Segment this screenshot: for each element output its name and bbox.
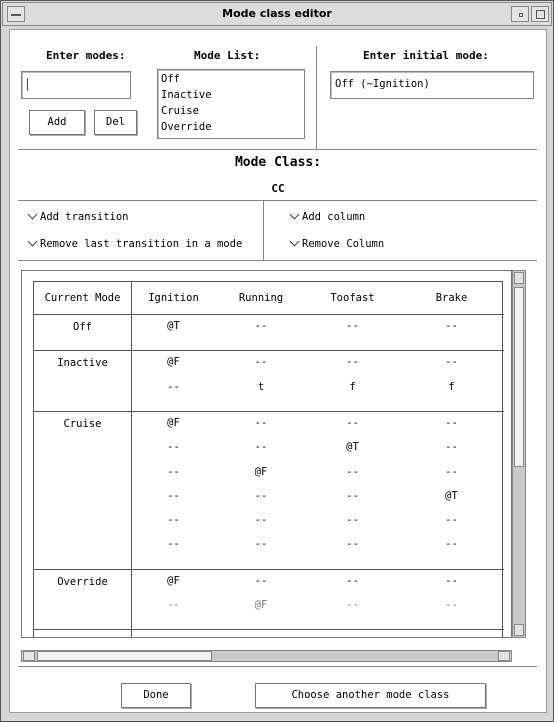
enter-modes-label: Enter modes: <box>46 49 126 62</box>
transition-cell[interactable]: f <box>349 380 356 393</box>
transition-cell[interactable]: -- <box>254 514 268 527</box>
transition-table-viewport <box>21 270 512 638</box>
diamond-icon <box>290 237 300 247</box>
add-column-label: Add column <box>302 211 366 223</box>
transition-cell[interactable]: f <box>448 380 455 393</box>
table-header: Brake <box>435 292 468 304</box>
vertical-scrollbar[interactable] <box>512 270 526 638</box>
editor-panel <box>9 29 547 713</box>
scroll-right-icon[interactable] <box>498 651 510 661</box>
initial-mode-input[interactable] <box>330 71 534 99</box>
done-button[interactable]: Done <box>121 683 191 708</box>
transition-cell[interactable]: -- <box>254 574 268 587</box>
transition-cell[interactable]: -- <box>167 489 180 502</box>
transition-cell[interactable]: @F <box>167 356 180 369</box>
divider <box>18 149 537 150</box>
transition-cell[interactable]: @F <box>254 599 268 611</box>
horizontal-scrollbar[interactable] <box>21 650 512 662</box>
scroll-left-icon[interactable] <box>23 651 35 661</box>
mode-list-item[interactable]: Override <box>161 121 212 133</box>
transition-cell[interactable]: @T <box>445 489 458 502</box>
transition-cell[interactable]: -- <box>167 380 180 393</box>
choose-another-mode-class-button[interactable]: Choose another mode class <box>255 683 486 708</box>
divider <box>18 260 537 261</box>
transition-cell[interactable]: -- <box>254 416 268 429</box>
remove-last-transition-label: Remove last transition in a mode <box>40 238 243 250</box>
divider <box>316 46 317 149</box>
diamond-icon <box>28 210 38 220</box>
scroll-down-icon[interactable] <box>514 624 524 636</box>
table-row-divider <box>34 411 504 412</box>
diamond-icon <box>290 210 300 220</box>
transition-cell[interactable]: @F <box>167 416 180 429</box>
del-button[interactable]: Del <box>94 110 137 135</box>
add-button[interactable]: Add <box>29 110 85 135</box>
transition-cell[interactable]: t <box>257 380 265 393</box>
mode-cell: Off <box>73 321 92 333</box>
transition-cell[interactable]: -- <box>346 416 359 429</box>
remove-last-transition-option[interactable] <box>27 238 242 250</box>
add-column-option[interactable] <box>289 211 365 223</box>
scroll-up-icon[interactable] <box>514 272 524 284</box>
transition-cell[interactable]: @F <box>254 465 268 478</box>
transition-cell[interactable]: -- <box>346 356 359 369</box>
transition-cell[interactable]: -- <box>346 538 359 551</box>
transition-cell[interactable]: -- <box>167 538 180 551</box>
transition-cell[interactable]: -- <box>445 599 458 611</box>
table-header: Ignition <box>148 292 199 304</box>
transition-cell[interactable]: -- <box>167 465 180 478</box>
mode-cell: Cruise <box>63 417 102 430</box>
transition-cell[interactable]: @T <box>167 320 180 332</box>
remove-column-option[interactable] <box>289 238 384 250</box>
table-header: Current Mode <box>44 292 121 304</box>
window-title: Mode class editor <box>222 7 332 20</box>
text-cursor <box>27 78 28 91</box>
transition-cell[interactable]: -- <box>346 599 359 611</box>
maximize-icon[interactable] <box>531 6 549 22</box>
table-row-divider <box>34 569 504 570</box>
transition-cell[interactable]: -- <box>167 514 180 527</box>
transition-cell[interactable]: -- <box>445 538 458 551</box>
transition-cell[interactable]: @T <box>346 441 359 454</box>
diamond-icon <box>28 237 38 247</box>
modes-input[interactable] <box>21 71 131 99</box>
remove-column-label: Remove Column <box>302 238 385 250</box>
transition-cell[interactable]: -- <box>254 356 268 369</box>
divider <box>18 666 537 667</box>
table-row-divider <box>34 314 504 315</box>
mode-list-label: Mode List: <box>194 49 261 62</box>
horizontal-scroll-thumb[interactable] <box>37 651 212 661</box>
transition-cell[interactable]: @F <box>167 574 180 587</box>
transition-cell[interactable]: -- <box>254 538 268 551</box>
mode-class-name: CC <box>271 182 285 195</box>
transition-cell[interactable]: -- <box>346 574 359 587</box>
add-transition-option[interactable] <box>27 211 129 223</box>
transition-cell[interactable]: -- <box>445 465 458 478</box>
table-row-divider <box>34 629 504 630</box>
initial-mode-value: Off (~Ignition) <box>335 78 430 90</box>
mode-list-item[interactable]: Cruise <box>161 105 199 117</box>
mode-list-item[interactable]: Inactive <box>161 89 212 101</box>
mode-list[interactable] <box>157 69 305 139</box>
transition-cell[interactable]: -- <box>346 489 359 502</box>
transition-cell[interactable]: -- <box>445 416 458 429</box>
transition-cell[interactable]: -- <box>167 599 180 611</box>
transition-cell[interactable]: -- <box>445 356 458 369</box>
divider <box>18 200 537 201</box>
table-header: Toofast <box>330 292 375 304</box>
add-transition-label: Add transition <box>40 211 129 223</box>
transition-cell[interactable]: -- <box>346 320 359 332</box>
transition-cell[interactable]: -- <box>346 465 359 478</box>
mode-list-item[interactable]: Off <box>161 73 180 85</box>
transition-cell[interactable]: -- <box>445 320 458 332</box>
transition-table <box>33 281 503 638</box>
mode-cell: Inactive <box>57 357 108 370</box>
initial-mode-label: Enter initial mode: <box>363 49 489 62</box>
transition-cell[interactable]: -- <box>445 514 458 527</box>
minimize-icon[interactable] <box>511 6 529 22</box>
table-header: Running <box>238 292 284 304</box>
divider <box>263 200 264 260</box>
table-row-divider <box>34 350 504 351</box>
transition-cell[interactable]: -- <box>445 441 458 454</box>
transition-cell[interactable]: -- <box>346 514 359 527</box>
transition-cell[interactable]: -- <box>254 441 268 454</box>
transition-cell[interactable]: -- <box>445 574 458 587</box>
transition-cell[interactable]: -- <box>254 489 268 502</box>
transition-cell[interactable]: -- <box>254 320 268 332</box>
vertical-scroll-thumb[interactable] <box>514 287 524 467</box>
mode-class-label: Mode Class: <box>234 155 322 170</box>
title-bar <box>2 2 552 26</box>
transition-cell[interactable]: -- <box>167 441 180 454</box>
mode-cell: Override <box>57 575 108 588</box>
